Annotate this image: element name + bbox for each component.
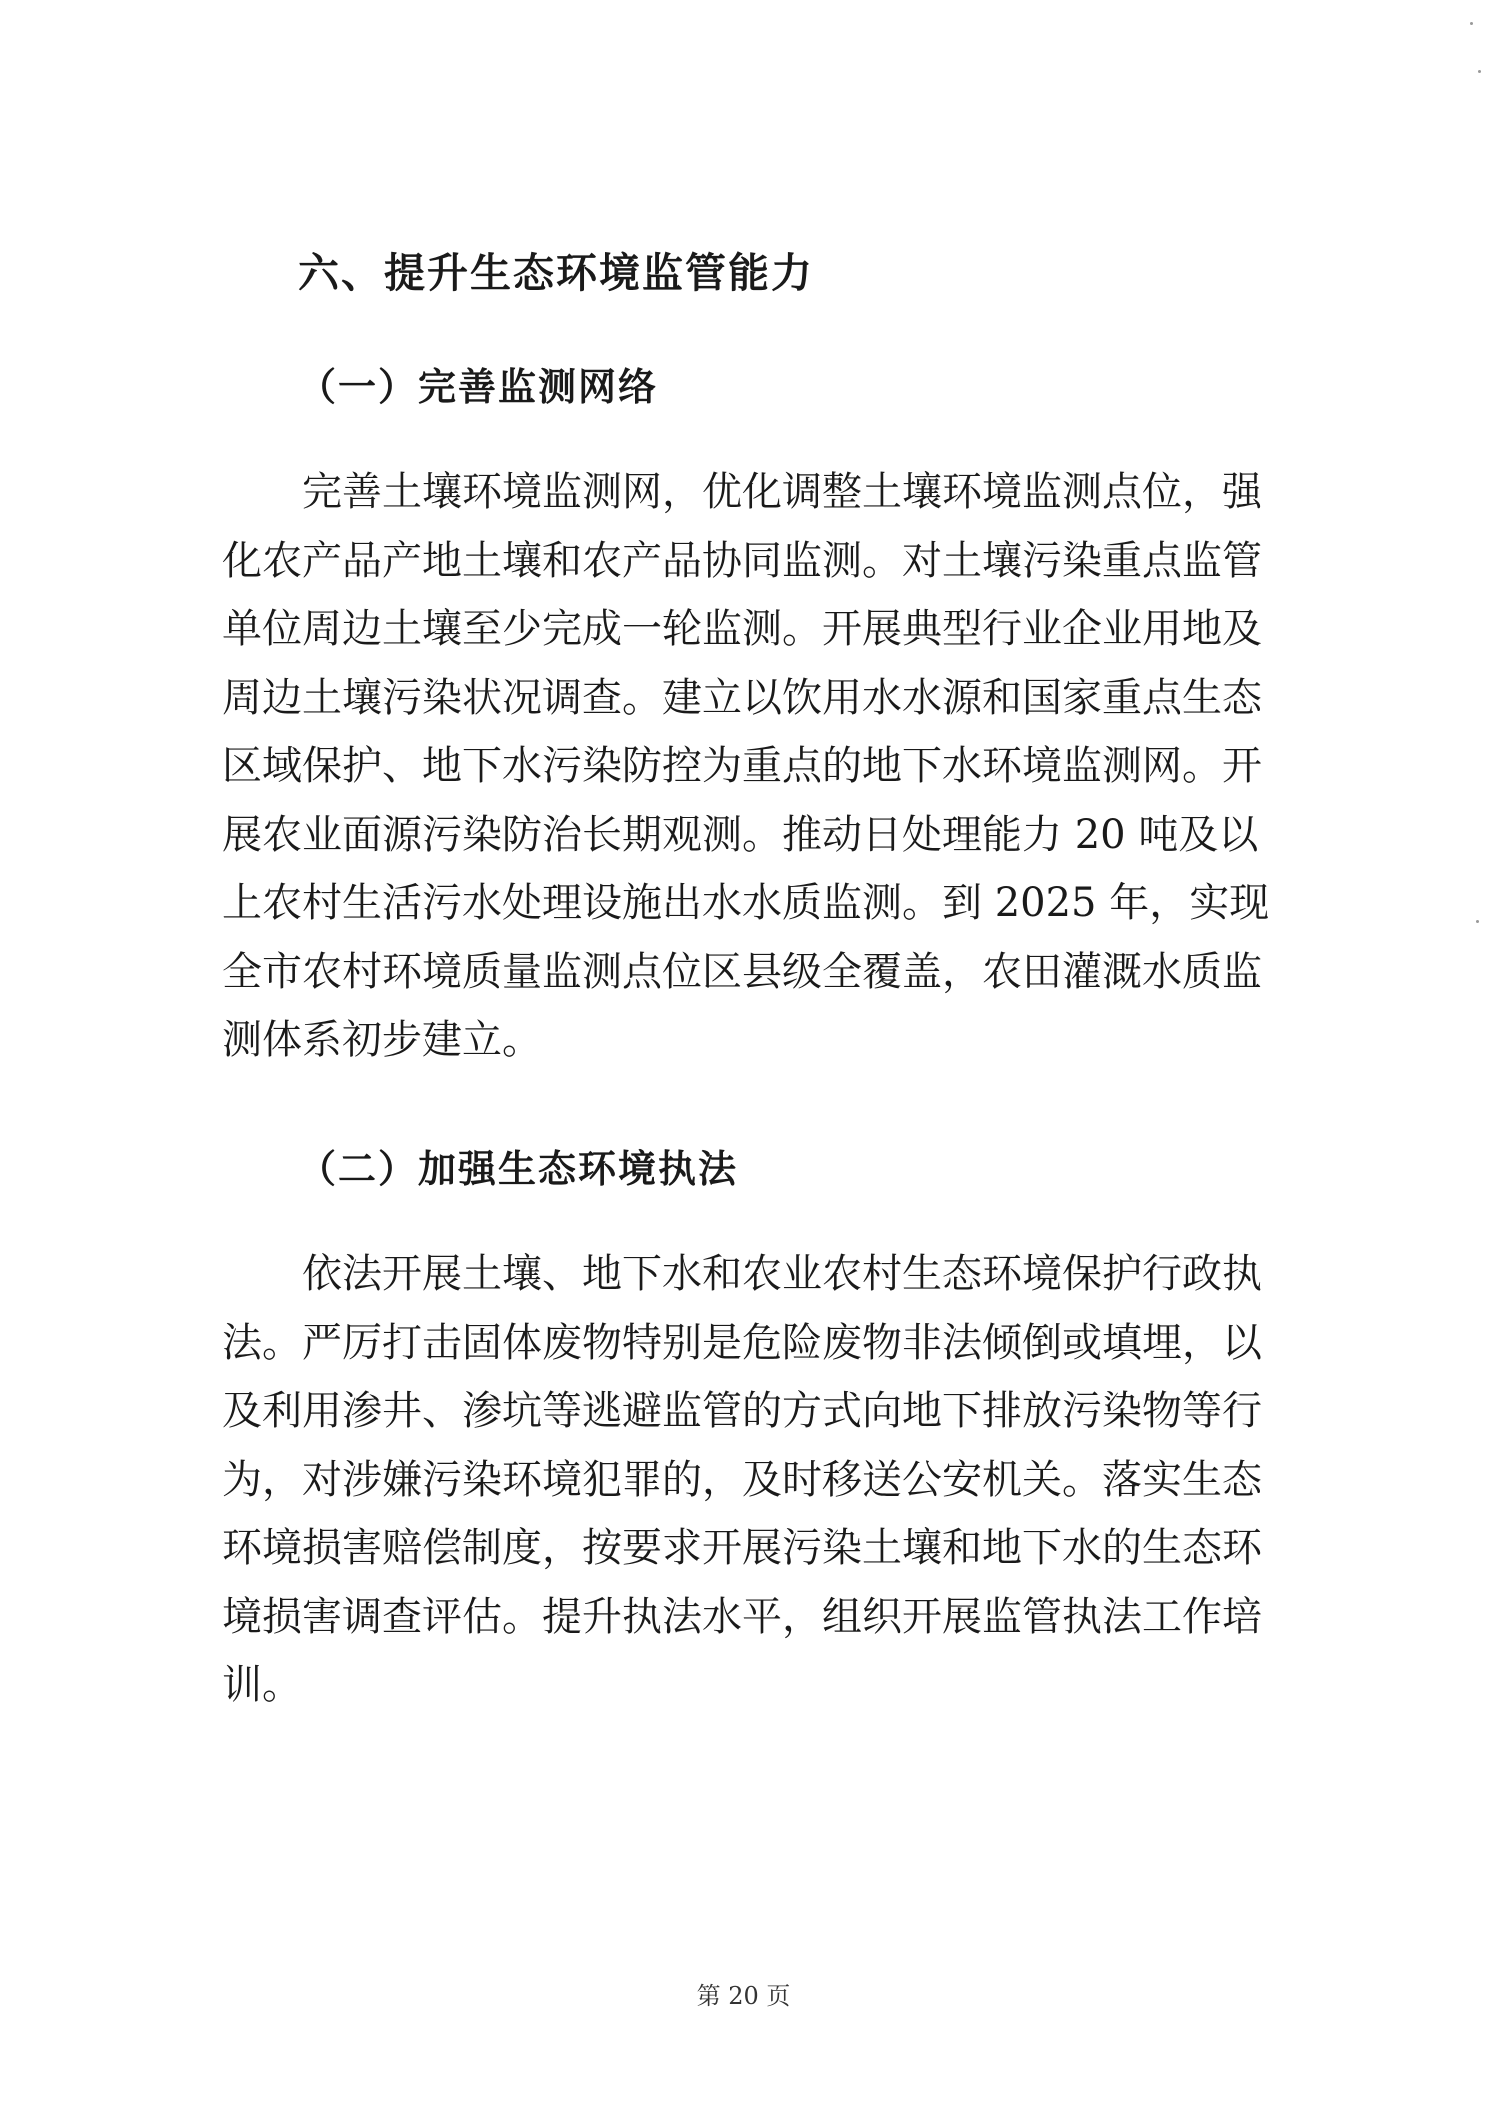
chapter-heading: 六、提升生态环境监管能力 (298, 249, 814, 297)
paragraph-line: 训。 (222, 1662, 302, 1708)
section-heading-enforcement: （二）加强生态环境执法 (298, 1147, 739, 1191)
paragraph-line: 及利用渗井、渗坑等逃避监管的方式向地下排放污染物等行 (222, 1388, 1262, 1434)
scan-speck (1476, 920, 1479, 923)
paragraph-enforcement (222, 1240, 1262, 1720)
paragraph-line: 环境损害赔偿制度，按要求开展污染土壤和地下水的生态环 (222, 1525, 1262, 1571)
paragraph-line: 化农产品产地土壤和农产品协同监测。对土壤污染重点监管 (222, 537, 1262, 584)
paragraph-line: 单位周边土壤至少完成一轮监测。开展典型行业企业用地及 (222, 606, 1262, 652)
paragraph-line: 上农村生活污水处理设施出水水质监测。到 2025 年，实现 (222, 880, 1270, 926)
paragraph-line: 依法开展土壤、地下水和农业农村生态环境保护行政执 (302, 1251, 1262, 1297)
paragraph-line: 法。严厉打击固体废物特别是危险废物非法倾倒或填埋，以 (222, 1319, 1262, 1366)
paragraph-line: 完善土壤环境监测网，优化调整土壤环境监测点位，强 (302, 469, 1262, 515)
paragraph-line: 测体系初步建立。 (222, 1017, 542, 1063)
scan-speck (1478, 70, 1481, 73)
paragraph-monitoring (222, 458, 1270, 1075)
paragraph-line: 周边土壤污染状况调查。建立以饮用水水源和国家重点生态 (222, 674, 1262, 721)
paragraph-line: 展农业面源污染防治长期观测。推动日处理能力 20 吨及以 (222, 811, 1259, 858)
paragraph-line: 区域保护、地下水污染防控为重点的地下水环境监测网。开 (222, 743, 1262, 789)
section-heading-monitoring: （一）完善监测网络 (298, 365, 659, 409)
paragraph-line: 境损害调查评估。提升执法水平，组织开展监管执法工作培 (222, 1593, 1262, 1640)
paragraph-line: 全市农村环境质量监测点位区县级全覆盖，农田灌溉水质监 (222, 948, 1262, 995)
page-number: 第 20 页 (696, 1982, 791, 2010)
paragraph-line: 为，对涉嫌污染环境犯罪的，及时移送公安机关。落实生态 (222, 1456, 1262, 1503)
scan-speck (1470, 22, 1473, 25)
